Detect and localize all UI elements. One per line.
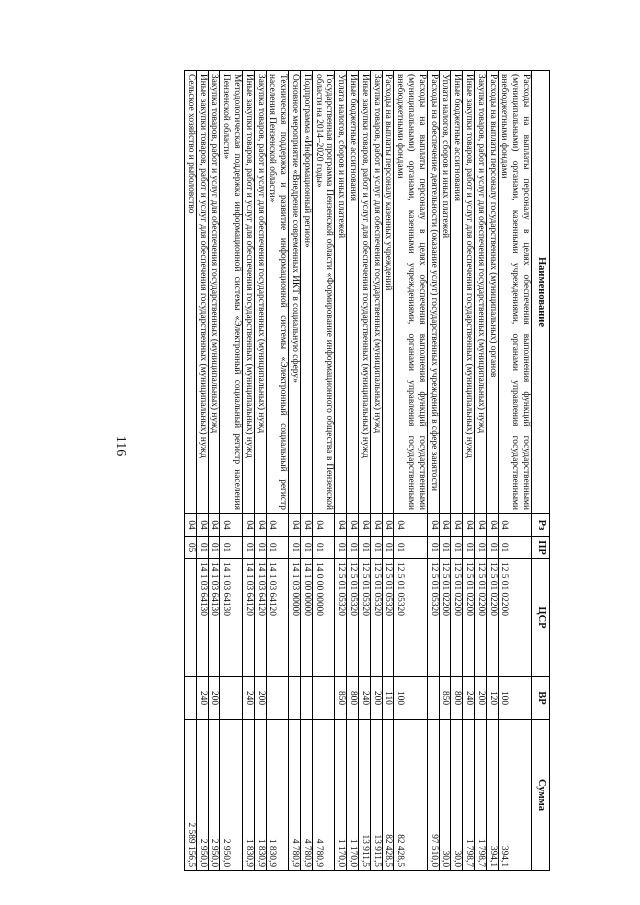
cell-name: Иные бюджетные ассигнования [347,71,359,514]
cell-sum: 4 780,9 [312,720,335,871]
cell-name: Иные закупки товаров, работ и услуг для обеспечения государственных (муниципальных) нужд [463,71,475,514]
table-row [335,71,347,871]
cell-csr: 12 5 01 05320 [394,559,427,677]
cell-vr [220,677,243,720]
cell-vr: 200 [254,677,266,720]
table-row [243,71,255,871]
table-row [451,71,463,871]
cell-pr: 01 [475,537,487,559]
cell-name: Уплата налогов, сборов и иных платежей [439,71,451,514]
cell-vr [185,677,197,720]
cell-sum: 2 950,0 [220,720,243,871]
cell-name: Основное мероприятие «Внедрение современных ИКТ в социальную сферу» [289,71,301,514]
cell-vr: 240 [243,677,255,720]
cell-vr: 200 [370,677,382,720]
cell-pr: 01 [382,537,394,559]
cell-csr: 12 5 01 02200 [486,559,498,677]
cell-csr: 12 5 01 02200 [451,559,463,677]
cell-sum: 13 911,5 [359,720,371,871]
cell-vr: 200 [208,677,220,720]
table-row [347,71,359,871]
page-number: 116 [113,435,129,457]
cell-rz: 04 [289,514,301,537]
cell-name: Техническая поддержка и развитие информационной системы «Электронный социальный регистр населения Пензенской области» [266,71,289,514]
cell-vr: 100 [394,677,427,720]
cell-name: Сельское хозяйство и рыболовство [185,71,197,514]
cell-pr: 01 [498,537,531,559]
cell-rz: 04 [301,514,313,537]
cell-vr: 200 [475,677,487,720]
cell-sum: 97 510,0 [427,720,439,871]
cell-sum: 30,0 [439,720,451,871]
cell-vr [427,677,439,720]
cell-rz: 04 [196,514,208,537]
cell-rz: 04 [266,514,289,537]
cell-pr: 01 [266,537,289,559]
rotated-table-container [76,70,550,870]
table-row [382,71,394,871]
cell-csr: 14 1 00 00000 [301,559,313,677]
header-sum: Сумма [532,720,550,871]
cell-rz: 04 [382,514,394,537]
cell-pr: 01 [335,537,347,559]
table-row [370,71,382,871]
cell-pr: 01 [289,537,301,559]
cell-sum: 30,0 [451,720,463,871]
cell-csr: 14 1 03 64120 [254,559,266,677]
table-row [266,71,289,871]
cell-rz: 04 [463,514,475,537]
cell-csr [185,559,197,677]
cell-pr: 01 [220,537,243,559]
cell-csr: 12 5 01 05320 [347,559,359,677]
table-row [427,71,439,871]
header-vr: ВР [532,677,550,720]
cell-sum: 2 589 156,5 [185,720,197,871]
table-row [220,71,243,871]
table-row [359,71,371,871]
table-row [312,71,335,871]
cell-pr: 01 [394,537,427,559]
cell-name: Расходы на выплаты персоналу казенных учреждений [382,71,394,514]
cell-vr: 110 [382,677,394,720]
table-row [196,71,208,871]
table-row [498,71,531,871]
cell-sum: 82 428,5 [394,720,427,871]
cell-pr: 01 [208,537,220,559]
cell-pr: 05 [185,537,197,559]
cell-pr: 01 [359,537,371,559]
cell-rz: 04 [486,514,498,537]
cell-name: Закупка товаров, работ и услуг для обеспечения государственных (муниципальных) нужд [208,71,220,514]
table-row [254,71,266,871]
cell-name: Уплата налогов, сборов и иных платежей [335,71,347,514]
cell-name: Закупка товаров, работ и услуг для обеспечения государственных (муниципальных) нужд [254,71,266,514]
cell-vr: 240 [359,677,371,720]
cell-rz: 04 [335,514,347,537]
table-row [208,71,220,871]
cell-sum: 1 830,9 [266,720,289,871]
cell-vr: 850 [335,677,347,720]
cell-pr: 01 [301,537,313,559]
cell-pr: 01 [463,537,475,559]
cell-sum: 4 780,9 [301,720,313,871]
cell-vr [289,677,301,720]
cell-pr: 01 [347,537,359,559]
cell-pr: 01 [451,537,463,559]
cell-sum: 1 830,9 [243,720,255,871]
table-row [475,71,487,871]
cell-sum: 394,1 [498,720,531,871]
table-row [439,71,451,871]
cell-pr: 01 [196,537,208,559]
cell-name: Государственная программа Пензенской области «Формирование информационного общества в Пензенской области на 2014–2020 годы» [312,71,335,514]
cell-sum: 4 780,9 [289,720,301,871]
cell-name: Подпрограмма «Информационный регион» [301,71,313,514]
cell-rz: 04 [359,514,371,537]
cell-name: Расходы на выплаты персоналу в целях обеспечения выполнения функций государственными (муниципальными) органами, казенными учреждениями, органами управления государственными внебюджетными фондами [394,71,427,514]
cell-vr: 850 [439,677,451,720]
cell-rz: 04 [439,514,451,537]
header-name: Наименование [532,71,550,514]
cell-csr: 14 1 03 64130 [196,559,208,677]
cell-pr: 01 [439,537,451,559]
cell-csr: 12 5 01 05320 [359,559,371,677]
cell-sum: 1 170,0 [335,720,347,871]
cell-csr: 12 5 01 02200 [498,559,531,677]
cell-vr [301,677,313,720]
cell-rz: 04 [220,514,243,537]
cell-vr [312,677,335,720]
header-pr: ПР [532,537,550,559]
cell-csr: 14 1 03 64130 [220,559,243,677]
cell-sum: 394,1 [486,720,498,871]
cell-sum: 2 950,0 [196,720,208,871]
budget-table [184,70,550,871]
cell-pr: 01 [254,537,266,559]
cell-name: Расходы на обеспечение деятельности (оказание услуг) государственных учреждений в сфере занятости [427,71,439,514]
table-row [185,71,197,871]
cell-csr: 12 5 01 02200 [475,559,487,677]
header-csr: ЦСР [532,559,550,677]
cell-csr: 14 1 03 64120 [266,559,289,677]
cell-csr: 12 5 01 05320 [335,559,347,677]
cell-pr: 01 [370,537,382,559]
cell-sum: 82 428,5 [382,720,394,871]
cell-rz: 04 [451,514,463,537]
cell-name: Расходы на выплаты персоналу государственных (муниципальных) органов [486,71,498,514]
cell-vr: 100 [498,677,531,720]
cell-rz: 04 [427,514,439,537]
cell-vr [266,677,289,720]
cell-name: Иные закупки товаров, работ и услуг для обеспечения государственных (муниципальных) нужд [243,71,255,514]
cell-csr: 12 5 01 05320 [427,559,439,677]
cell-csr: 14 0 00 00000 [312,559,335,677]
cell-vr: 800 [451,677,463,720]
table-row [394,71,427,871]
cell-csr: 12 5 01 02200 [463,559,475,677]
cell-rz: 04 [243,514,255,537]
cell-rz: 04 [185,514,197,537]
cell-pr: 01 [427,537,439,559]
table-row [463,71,475,871]
cell-name: Иные закупки товаров, работ и услуг для обеспечения государственных (муниципальных) нужд [196,71,208,514]
cell-name: Иные закупки товаров, работ и услуг для обеспечения государственных (муниципальных) нужд [359,71,371,514]
cell-vr: 240 [196,677,208,720]
cell-pr: 01 [312,537,335,559]
cell-csr: 12 5 01 05320 [382,559,394,677]
cell-sum: 1 798,7 [463,720,475,871]
cell-rz: 04 [498,514,531,537]
cell-sum: 2 950,0 [208,720,220,871]
cell-rz: 04 [475,514,487,537]
cell-rz: 04 [370,514,382,537]
cell-name: Расходы на выплаты персоналу в целях обеспечения выполнения функций государственными (муниципальными) органами, казенными учреждениями, органами управления государственными внебюджетными фондами [498,71,531,514]
cell-rz: 04 [254,514,266,537]
cell-name: Закупка товаров, работ и услуг для обеспечения государственных (муниципальных) нужд [475,71,487,514]
cell-name: Иные бюджетные ассигнования [451,71,463,514]
table-row [289,71,301,871]
cell-vr: 120 [486,677,498,720]
cell-csr: 14 1 03 64130 [208,559,220,677]
cell-vr: 240 [463,677,475,720]
cell-rz: 04 [347,514,359,537]
table-body [185,71,532,871]
cell-vr: 800 [347,677,359,720]
cell-csr: 12 5 01 05320 [370,559,382,677]
cell-csr: 14 1 03 00000 [289,559,301,677]
cell-sum: 1 170,0 [347,720,359,871]
cell-pr: 01 [243,537,255,559]
table-header-row [532,71,550,871]
cell-rz: 04 [312,514,335,537]
cell-name: Методологическая поддержка информационной системы «Электронный социальный регистр населения Пензенской области» [220,71,243,514]
table-row [486,71,498,871]
header-rz: Рз [532,514,550,537]
cell-sum: 13 911,5 [370,720,382,871]
cell-sum: 1 830,9 [254,720,266,871]
cell-rz: 04 [394,514,427,537]
cell-csr: 14 1 03 64120 [243,559,255,677]
cell-csr: 12 5 01 02200 [439,559,451,677]
cell-name: Закупка товаров, работ и услуг для обеспечения государственных (муниципальных) нужд [370,71,382,514]
cell-sum: 1 798,7 [475,720,487,871]
table-row [301,71,313,871]
cell-pr: 01 [486,537,498,559]
cell-rz: 04 [208,514,220,537]
